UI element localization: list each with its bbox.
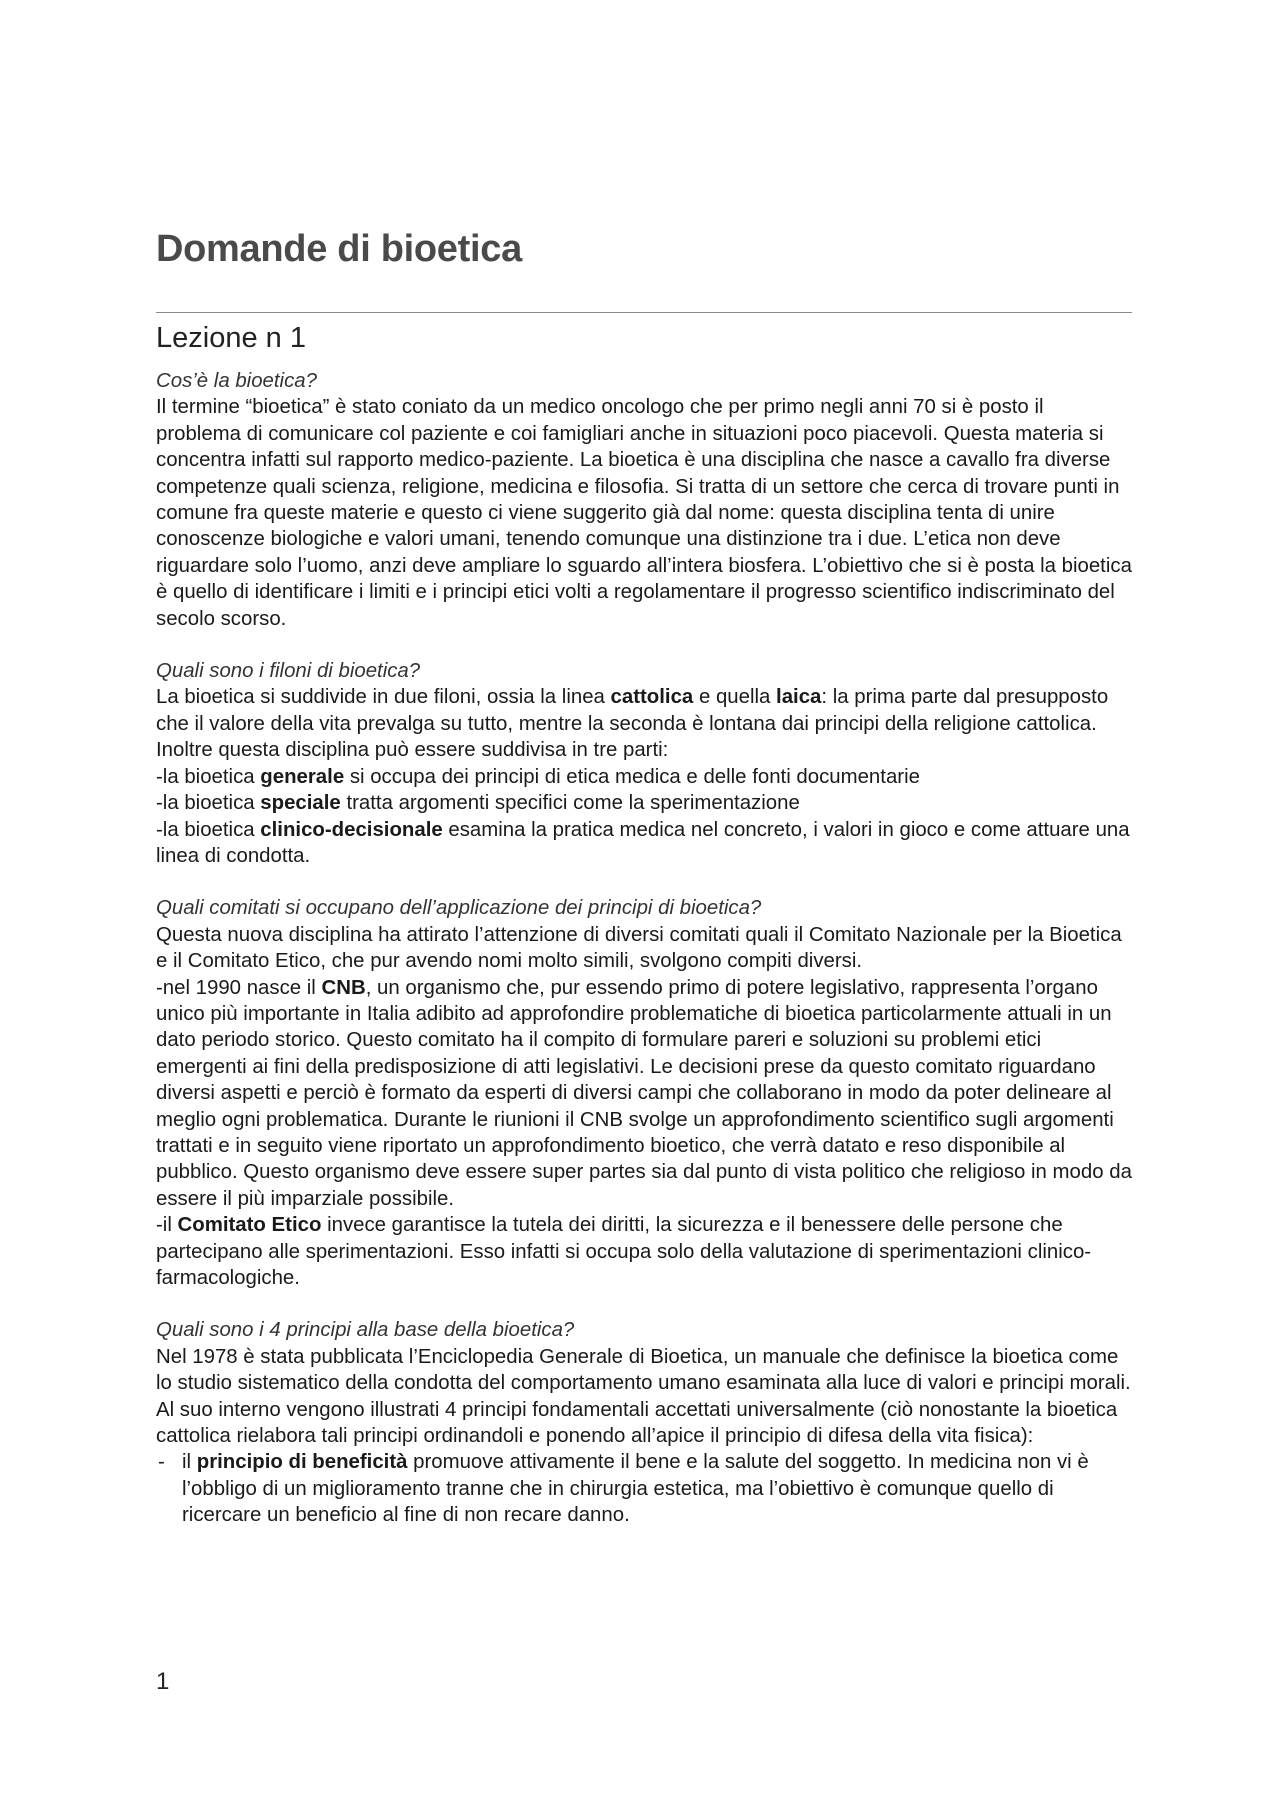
list-item-speciale: -la bioetica speciale tratta argomenti specifici come la sperimentazione [156,792,800,815]
document-title: Domande di bioetica [156,228,522,270]
answer-1: Il termine “bioetica” è stato coniato da un medico oncologo che per primo negli anni 70 si è posto il problema di comunicare col paziente e coi famigliari anche in situazioni poco piacevoli. Questa materia si concentra infatti sul rapporto medico-paziente. La bioetica è una disciplina che nasce a cavallo fra diverse competenze quali scienza, religione, medicina e filosofia. Si tratta di un settore che cerca di trovare punti in comune fra queste materie e questo ci viene suggerito già dal nome: questa disciplina tenta di unire conoscenze biologiche e valori umani, tenendo comunque una distinzione tra i due. L’etica non deve riguardare solo l’uomo, anzi deve ampliare lo sguardo all’intera biosfera. L’obiettivo che si è posta la bioetica è quello di identificare i limiti e i principi etici volti a regolamentare il progresso scientifico indiscriminato del secolo scorso. [156,396,1132,630]
answer-2-paragraph: La bioetica si suddivide in due filoni, ossia la linea cattolica e quella laica: la prima parte dal presupposto che il valore della vita prevalga su tutto, mentre la seconda è lontana dai principi della religione cattolica. [156,686,1109,735]
answer-3-cnb: -nel 1990 nasce il CNB, un organismo che, pur essendo primo di potere legislativo, rappresenta l’organo unico più importante in Italia adibito ad approfondire problematiche di bioetica particolarmente attuali in un dato periodo storico. Questo comitato ha il compito di formulare pareri e soluzioni su problemi etici emergenti ai fini della predisposizione di atti legislativi. Le decisioni prese da questo comitato riguardano diversi aspetti e perciò è formato da esperti di diversi campi che collaborano in modo da poter delineare al meglio ogni problematica. Durante le riunioni il CNB svolge un approfondimento scientifico sugli argomenti trattati e in seguito viene riportato un approfondimento bioetico, che verrà datato e reso disponibile al pubblico. Questo organismo deve essere super partes sia dal punto di vista politico che religioso in modo da essere il più imparziale possibile. [156,976,1132,1210]
question-1: Cos’è la bioetica? [156,370,317,392]
answer-2-intro: Inoltre questa disciplina può essere suddivisa in tre parti: [156,739,669,762]
document-body [156,368,1132,1529]
principles-list [156,1449,1132,1528]
list-item-beneficita: - il principio di beneficità promuove attivamente il bene e la salute del soggetto. In medicina non vi è l’obbligo di un miglioramento tranne che in chirurgia estetica, ma l’obiettivo è comunque quello di ricercare un beneficio al fine di non recare danno. [156,1449,1132,1528]
answer-4-intro: Nel 1978 è stata pubblicata l’Enciclopedia Generale di Bioetica, un manuale che definisce la bioetica come lo studio sistematico della condotta del comportamento umano esaminata alla luce di valori e principi morali. Al suo interno vengono illustrati 4 principi fondamentali accettati universalmente (ciò nonostante la bioetica cattolica rielabora tali principi ordinandoli e ponendo all’apice il principio di difesa della vita fisica): [156,1345,1131,1448]
page-number: 1 [156,1668,170,1695]
title-divider [156,312,1132,313]
lesson-heading: Lezione n 1 [156,322,306,354]
question-3: Quali comitati si occupano dell’applicazione dei principi di bioetica? [156,897,762,920]
answer-3-intro: Questa nuova disciplina ha attirato l’attenzione di diversi comitati quali il Comitato Nazionale per la Bioetica e il Comitato Etico, che pur avendo nomi molto simili, svolgono compiti diversi. [156,923,1122,973]
question-4: Quali sono i 4 principi alla base della bioetica? [156,1319,575,1342]
list-item-generale: -la bioetica generale si occupa dei principi di etica medica e delle fonti documentarie [156,765,920,788]
answer-3-comitato-etico: -il Comitato Etico invece garantisce la tutela dei diritti, la sicurezza e il benessere delle persone che partecipano alle sperimentazioni. Esso infatti si occupa solo della valutazione di sperimentazioni clinico-farmacologiche. [156,1214,1092,1289]
list-item-clinico: -la bioetica clinico-decisionale esamina la pratica medica nel concreto, i valori in gioco e come attuare una linea di condotta. [156,818,1130,867]
question-2: Quali sono i filoni di bioetica? [156,660,421,683]
